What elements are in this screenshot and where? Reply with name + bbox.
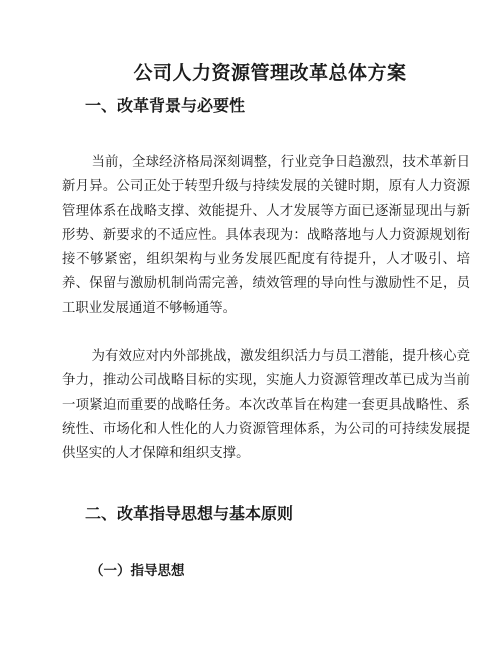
section-heading-background: 一、改革背景与必要性 — [85, 96, 246, 115]
section-heading-principles: 二、改革指导思想与基本原则 — [85, 503, 294, 523]
subheading-guiding-ideology: （一）指导思想 — [90, 562, 185, 579]
paragraph-necessity: 为有效应对内外部挑战，激发组织活力与员工潜能，提升核心竞争力，推动公司战略目标的实现，实施人力资源管理改革已成为当前一项紧迫而重要的战略任务。本次改革旨在构建一套更具战略性、系统性、市场化和人性化的人力资源管理体系，为公司的可持续发展提供坚实的人才保障和组织支撑。 — [62, 349, 470, 462]
document-title: 公司人力资源管理改革总体方案 — [133, 62, 407, 84]
paragraph-background: 当前，全球经济格局深刻调整，行业竞争日趋激烈，技术革新日新月异。公司正处于转型升级与持续发展的关键时期，原有人力资源管理体系在战略支撑、效能提升、人才发展等方面已逐渐显现出与新形势、新要求的不适应性。具体表现为：战略落地与人力资源规划衔接不够紧密，组织架构与业务发展匹配度有待提升，人才吸引、培养、保留与激励机制尚需完善，绩效管理的导向性与激励性不足，员工职业发展通道不够畅通等。 — [62, 155, 470, 316]
